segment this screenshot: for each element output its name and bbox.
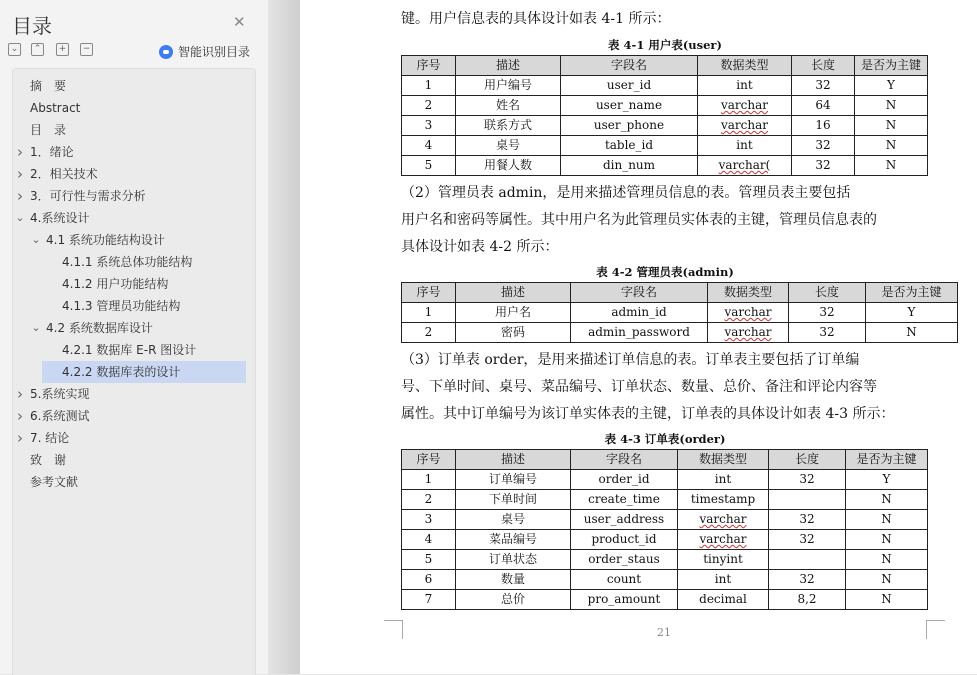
table-cell: order_staus	[571, 550, 678, 570]
column-header: 序号	[402, 56, 456, 76]
chevron-right-icon[interactable]: ›	[17, 407, 23, 425]
toc-item[interactable]: 4.1.3 管理员功能结构	[62, 299, 181, 313]
table-cell: 16	[792, 116, 855, 136]
toc-item[interactable]: 参考文献	[30, 475, 79, 489]
table-cell: 2	[402, 323, 456, 343]
toc-item[interactable]: 4.2.1 数据库 E-R 图设计	[62, 343, 197, 357]
table-row	[402, 570, 928, 590]
column-header: 是否为主键	[846, 450, 928, 470]
remove-heading-icon[interactable]: −	[80, 43, 93, 56]
collapse-all-icon[interactable]: ⌄	[8, 43, 21, 56]
sidebar-title: 目录	[12, 14, 52, 38]
toc-item[interactable]: 3．可行性与需求分析	[30, 189, 146, 203]
table-row	[402, 303, 958, 323]
table-cell: 8,2	[769, 590, 846, 610]
smart-recognize-icon	[159, 45, 173, 59]
table-caption: 表 4-1 用户表(user)	[608, 38, 722, 52]
table-cell: 2	[402, 96, 456, 116]
table-cell: 姓名	[456, 96, 561, 116]
column-header: 字段名	[561, 56, 698, 76]
table-row	[402, 96, 928, 116]
table-cell: N	[846, 590, 928, 610]
table-cell: pro_amount	[571, 590, 678, 610]
table-header-row	[402, 450, 928, 470]
table-cell: 3	[402, 116, 456, 136]
table-cell: 32	[789, 323, 866, 343]
user-table	[401, 55, 928, 176]
table-cell: int	[678, 470, 769, 490]
table-cell: user_phone	[561, 116, 698, 136]
table-cell: N	[846, 530, 928, 550]
table-cell: 32	[792, 76, 855, 96]
table-cell: 总价	[456, 590, 571, 610]
table-cell: 订单编号	[456, 470, 571, 490]
table-row	[402, 530, 928, 550]
table-cell: 下单时间	[456, 490, 571, 510]
toc-item[interactable]: 1．绪论	[30, 145, 74, 159]
table-cell: user_address	[571, 510, 678, 530]
table-cell: user_name	[561, 96, 698, 116]
table-cell: 5	[402, 156, 456, 176]
table-cell: 32	[769, 530, 846, 550]
table-cell: din_num	[561, 156, 698, 176]
toc-item[interactable]: 4.1.2 用户功能结构	[62, 277, 169, 291]
toc-item[interactable]: 目 录	[30, 123, 67, 137]
toc-item[interactable]: 致 谢	[30, 453, 67, 467]
table-cell: N	[855, 116, 928, 136]
column-header: 字段名	[571, 283, 708, 303]
table-cell: 32	[769, 470, 846, 490]
table-cell: 桌号	[456, 510, 571, 530]
toc-item[interactable]: 7. 结论	[30, 431, 70, 445]
table-row	[402, 470, 928, 490]
column-header: 是否为主键	[866, 283, 958, 303]
column-header: 描述	[456, 283, 571, 303]
table-cell: 1	[402, 303, 456, 323]
table-cell: admin_id	[571, 303, 708, 323]
table-cell: varchar	[698, 96, 792, 116]
column-header: 是否为主键	[855, 56, 928, 76]
chevron-down-icon[interactable]: ⌄	[31, 233, 41, 246]
table-row	[402, 490, 928, 510]
table-cell: 1	[402, 470, 456, 490]
table-cell: 1	[402, 76, 456, 96]
paragraph-order-line3: 属性。其中订单编号为该订单实体表的主键，订单表的具体设计如表 4-3 所示：	[401, 406, 895, 422]
paragraph-intro: 键。用户信息表的具体设计如表 4-1 所示：	[401, 11, 671, 27]
table-cell: 4	[402, 136, 456, 156]
toc-item[interactable]: 4.2 系统数据库设计	[46, 321, 153, 335]
table-header-row	[402, 283, 958, 303]
table-cell: order_id	[571, 470, 678, 490]
table-row	[402, 510, 928, 530]
table-cell: N	[855, 96, 928, 116]
column-header: 数据类型	[698, 56, 792, 76]
column-header: 描述	[456, 56, 561, 76]
table-cell: 32	[769, 570, 846, 590]
toc-item[interactable]: 2．相关技术	[30, 167, 98, 181]
table-cell: create_time	[571, 490, 678, 510]
table-cell: Y	[855, 76, 928, 96]
table-row	[402, 323, 958, 343]
toc-item[interactable]: 摘 要	[30, 79, 67, 93]
chevron-down-icon[interactable]: ⌄	[15, 211, 25, 224]
table-cell: Y	[846, 470, 928, 490]
table-cell: 联系方式	[456, 116, 561, 136]
column-header: 数据类型	[708, 283, 789, 303]
table-cell: timestamp	[678, 490, 769, 510]
chevron-right-icon[interactable]: ›	[17, 143, 23, 161]
chevron-right-icon[interactable]: ›	[17, 429, 23, 447]
table-cell: 32	[769, 510, 846, 530]
table-cell: 密码	[456, 323, 571, 343]
table-cell: 6	[402, 570, 456, 590]
table-cell: 7	[402, 590, 456, 610]
toc-item[interactable]: 4.系统设计	[30, 211, 90, 225]
expand-up-icon[interactable]: ⌃	[31, 43, 44, 56]
toc-sidebar	[0, 0, 269, 674]
table-cell: 用户编号	[456, 76, 561, 96]
column-header: 序号	[402, 283, 456, 303]
toc-item[interactable]: 4.2.2 数据库表的设计	[42, 361, 246, 383]
table-row	[402, 590, 928, 610]
table-cell: 桌号	[456, 136, 561, 156]
table-cell: N	[855, 156, 928, 176]
smart-recognize-label: 智能识别目录	[178, 45, 251, 59]
table-header-row	[402, 56, 928, 76]
paragraph-admin-line2: 用户名和密码等属性。其中用户名为此管理员实体表的主键，管理员信息表的	[401, 212, 877, 228]
table-cell: varchar	[708, 303, 789, 323]
column-header: 数据类型	[678, 450, 769, 470]
paragraph-order-line2: 号、下单时间、桌号、菜品编号、订单状态、数量、总价、备注和评论内容等	[401, 379, 877, 395]
table-cell: product_id	[571, 530, 678, 550]
table-row	[402, 136, 928, 156]
chevron-right-icon[interactable]: ›	[17, 187, 23, 205]
table-row	[402, 550, 928, 570]
table-cell	[769, 550, 846, 570]
column-header: 长度	[792, 56, 855, 76]
table-cell: 数量	[456, 570, 571, 590]
table-cell: 5	[402, 550, 456, 570]
close-icon[interactable]: ✕	[233, 13, 246, 31]
table-cell: varchar(	[698, 156, 792, 176]
column-header: 描述	[456, 450, 571, 470]
table-cell: admin_password	[571, 323, 708, 343]
toc-item[interactable]: 5.系统实现	[30, 387, 90, 401]
add-heading-icon[interactable]: +	[56, 43, 69, 56]
toc-item[interactable]: 4.1 系统功能结构设计	[46, 233, 165, 247]
table-cell: int	[678, 570, 769, 590]
column-header: 字段名	[571, 450, 678, 470]
table-cell: N	[846, 490, 928, 510]
table-cell: 2	[402, 490, 456, 510]
smart-recognize-button[interactable]	[159, 43, 250, 60]
column-header: 序号	[402, 450, 456, 470]
table-row	[402, 76, 928, 96]
table-cell: N	[855, 136, 928, 156]
table-caption: 表 4-2 管理员表(admin)	[596, 265, 734, 279]
table-cell: 用户名	[456, 303, 571, 323]
chevron-right-icon[interactable]: ›	[17, 385, 23, 403]
table-cell: 32	[792, 136, 855, 156]
table-row	[402, 156, 928, 176]
margin-corner-mark	[384, 620, 403, 639]
order-table	[401, 449, 928, 610]
table-cell: N	[846, 550, 928, 570]
table-cell: int	[698, 76, 792, 96]
paragraph-admin-line1: （2）管理员表 admin，是用来描述管理员信息的表。管理员表主要包括	[401, 185, 851, 201]
table-row	[402, 116, 928, 136]
toc-item[interactable]: Abstract	[30, 101, 81, 115]
page-number: 21	[657, 626, 671, 639]
page-gutter	[268, 0, 300, 674]
table-cell: N	[846, 570, 928, 590]
paragraph-admin-line3: 具体设计如表 4-2 所示：	[401, 239, 559, 255]
table-cell: varchar	[678, 510, 769, 530]
table-cell: varchar	[678, 530, 769, 550]
table-cell: user_id	[561, 76, 698, 96]
table-cell: 订单状态	[456, 550, 571, 570]
chevron-down-icon[interactable]: ⌄	[31, 321, 41, 334]
table-caption: 表 4-3 订单表(order)	[604, 432, 726, 446]
paragraph-order-line1: （3）订单表 order，是用来描述订单信息的表。订单表主要包括了订单编	[401, 352, 860, 368]
margin-corner-mark	[926, 620, 945, 639]
table-cell: varchar	[708, 323, 789, 343]
table-cell: N	[846, 510, 928, 530]
table-cell: 32	[792, 156, 855, 176]
table-cell: 4	[402, 530, 456, 550]
admin-table	[401, 282, 958, 343]
table-cell: 3	[402, 510, 456, 530]
toc-item[interactable]: 6.系统测试	[30, 409, 90, 423]
table-cell: varchar	[698, 116, 792, 136]
column-header: 长度	[769, 450, 846, 470]
table-cell: tinyint	[678, 550, 769, 570]
table-cell: decimal	[678, 590, 769, 610]
table-cell: count	[571, 570, 678, 590]
table-cell: Y	[866, 303, 958, 323]
table-cell: int	[698, 136, 792, 156]
table-cell: N	[866, 323, 958, 343]
toc-item[interactable]: 4.1.1 系统总体功能结构	[62, 255, 193, 269]
table-cell: table_id	[561, 136, 698, 156]
column-header: 长度	[789, 283, 866, 303]
table-cell	[769, 490, 846, 510]
table-cell: 64	[792, 96, 855, 116]
table-cell: 用餐人数	[456, 156, 561, 176]
chevron-right-icon[interactable]: ›	[17, 165, 23, 183]
table-cell: 菜品编号	[456, 530, 571, 550]
table-cell: 32	[789, 303, 866, 323]
